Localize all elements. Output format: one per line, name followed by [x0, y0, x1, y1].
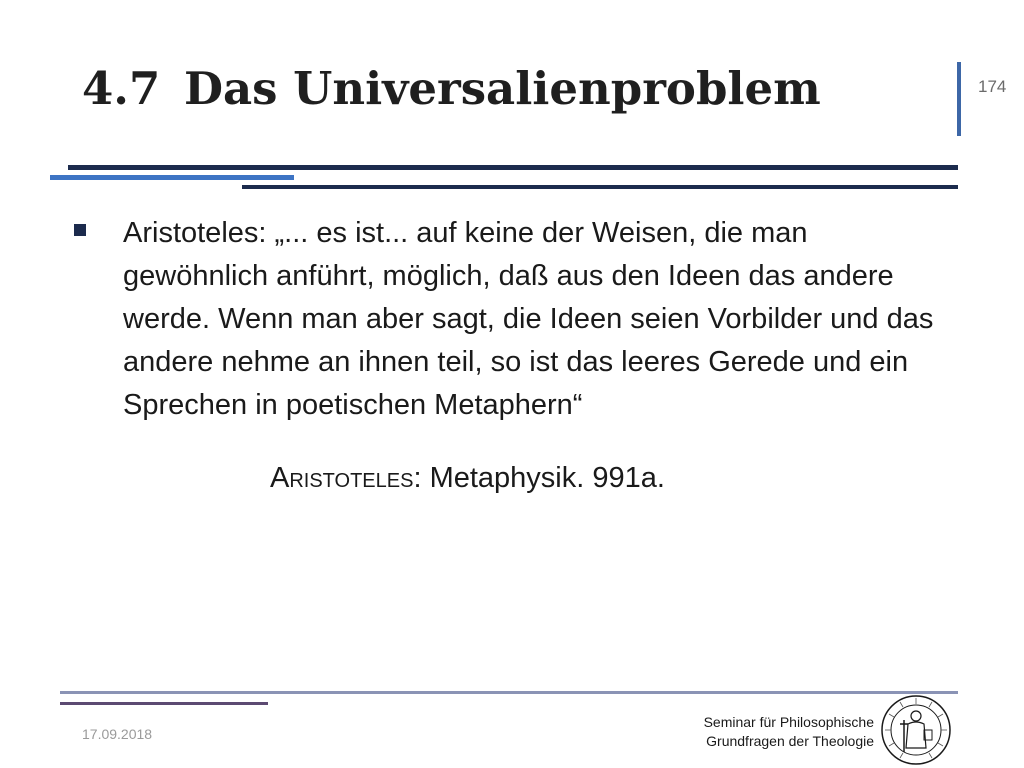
- slide-title: [82, 62, 821, 116]
- square-bullet-icon: [74, 224, 86, 236]
- title-accent-bar: [957, 62, 961, 136]
- seminar-name: [704, 713, 874, 751]
- slide-body: [70, 212, 950, 500]
- citation-source: : Metaphysik. 991a.: [413, 462, 665, 494]
- header-rule-accent: [50, 175, 294, 180]
- university-seal-icon: [880, 694, 952, 766]
- seminar-line-1: Seminar für Philosophische: [703, 714, 874, 730]
- seminar-line-2: Grundfragen der Theologie: [706, 733, 874, 749]
- section-number: 4.7: [82, 62, 161, 115]
- header-rule-bottom: [242, 185, 958, 189]
- quote-text: Aristoteles: „... es ist... auf keine der Weisen, die man gewöhnlich anführt, möglich, daß aus den Ideen das andere werde. Wenn man aber sagt, die Ideen seien Vorbilder und das andere nehme an ihnen teil, so ist das leeres Gerede und ein Sprechen in poetischen Metaphern“: [123, 217, 934, 421]
- header-rule-top: [68, 165, 958, 170]
- citation: [70, 457, 950, 500]
- footer-rule-short: [60, 702, 268, 705]
- citation-author: Aristoteles: [270, 462, 414, 494]
- page-number: 174: [978, 77, 1007, 96]
- footer-rule-long: [60, 691, 958, 694]
- footer-date: 17.09.2018: [82, 726, 153, 742]
- title-text: Das Universalienproblem: [184, 62, 821, 115]
